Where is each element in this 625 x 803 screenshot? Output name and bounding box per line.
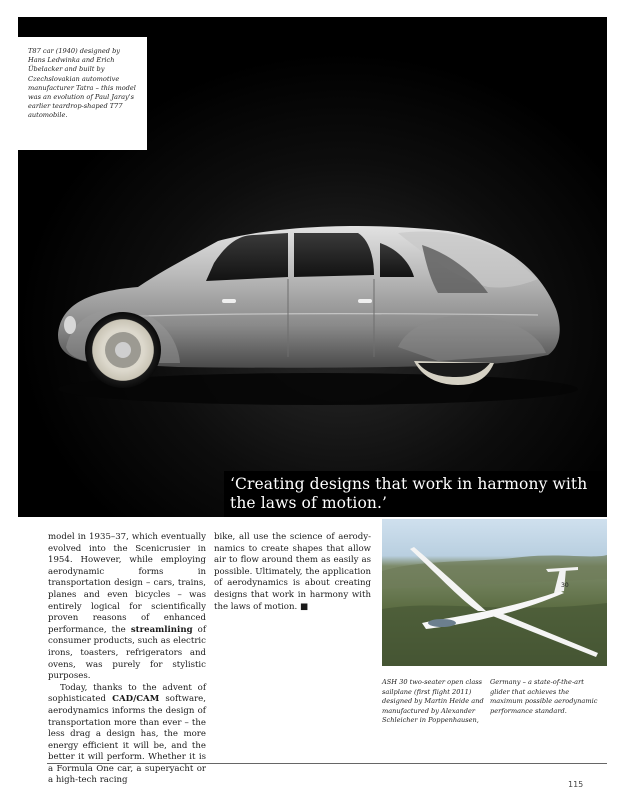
pull-quote-box — [224, 471, 607, 517]
body-paragraph-3: bike, all use the science of aerodynamics to create shapes that allow air to flow around them as easily as possible. Ultimately, the application of aerodynamics is about creating designs that work in harmony with the laws of motion. ■ — [214, 532, 371, 612]
hero-caption: T87 car (1940) designed by Hans Ledwinka and Erich Übelacker and built by Czechslovakian automotive manufacturer Tatra – this model was an evolution of Paul Jaray's earlier teardrop-shaped T77 automobile. — [28, 47, 136, 120]
footer-rule — [47, 763, 607, 764]
glossary-term-cad-cam: CAD/CAM — [112, 694, 160, 705]
pull-quote: ‘Creating designs that work in harmony with the laws of motion.’ — [230, 475, 588, 512]
body-column-2 — [214, 532, 371, 613]
hero-caption-box — [18, 37, 147, 150]
glider-caption-part-2: Germany – a state-of-the-art glider that achieves the maximum possible aerodynamic performance standard. — [490, 678, 598, 715]
body-paragraph-1: model in 1935–37, which eventually evolved into the Scenicrusier in 1954. However, while employing aerodynamic forms in transportation design – cars, trains, planes and even bicycles – was entirely logical for scientifically proven reasons of enhanced performance, the streamlining of consumer products, such as electric irons, toasters, refrigerators and ovens, was purely for stylistic purposes. — [48, 532, 206, 682]
body-column-1 — [48, 532, 206, 787]
body-paragraph-2: Today, thanks to the advent of sophisticated CAD/CAM software, aerodynamics informs the design of transportation more than ever – the less drag a design has, the more energy efficient it will be, and the better it will perform. Whether it is a Formula One car, a superyacht or a high-tech racing — [48, 682, 206, 786]
glider-illustration — [382, 519, 607, 666]
glider-tail-number: 30 — [561, 582, 569, 589]
glider-caption-part-1: ASH 30 two-seater open class sailplane (first flight 2011) designed by Martin Heide and manufactured by Alexander Schleicher in Poppenhausen, — [382, 678, 484, 725]
end-mark-icon: ■ — [299, 601, 309, 612]
glossary-term-streamlining: streamlining — [130, 624, 193, 635]
page-number: 115 — [568, 780, 584, 789]
glider-photo-ash30 — [382, 519, 607, 666]
